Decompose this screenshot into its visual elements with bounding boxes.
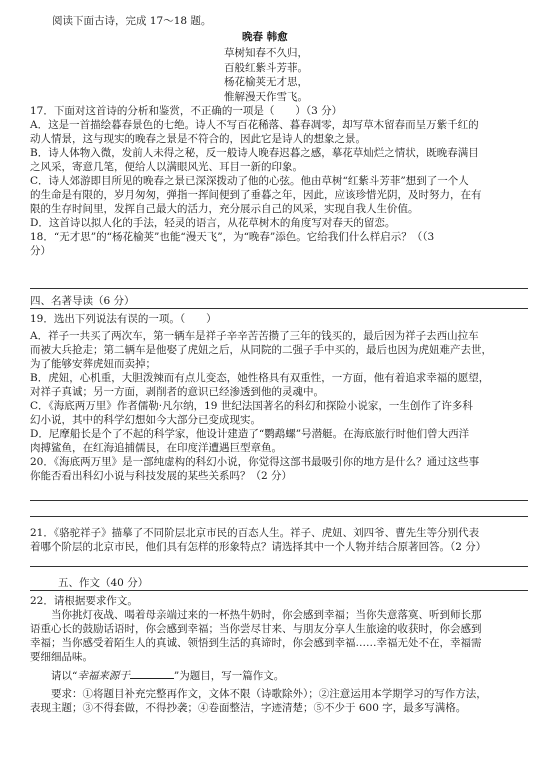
question-17	[30, 104, 528, 258]
text-line: 要细细品味。	[30, 651, 93, 663]
poem	[224, 30, 308, 104]
section-5	[30, 576, 528, 590]
text-line: 动人情景，这与现实的晚春之景是不符合的，因此它是诗人的想象之景。	[30, 133, 366, 145]
q22-requirements	[30, 687, 528, 715]
q17-option-d	[30, 216, 528, 230]
text-line: 幸福；当你感受着陌生人的真诚、领悟到生活的真谛时，你会感到幸福……幸福无处不在，幸福需	[30, 637, 482, 649]
q22-body	[30, 608, 528, 664]
text-line: D．尼摩船长是个了不起的科学家，他设计建造了“鹦鹉螺”号潜艇。在海底旅行时他们曾大西洋	[30, 428, 470, 440]
q22-prompt	[30, 668, 528, 683]
text-line: 幻小说，其中的科学幻想如今大部分已变成现实。	[30, 414, 261, 426]
reading-instruction: 阅读下面古诗，完成 17～18 题。	[52, 15, 212, 27]
text-line: B．虎妞，心机重，大胆泼辣而有点儿变态，她性格具有双重性，一方面，他有着追求幸福的愿望，	[30, 372, 490, 384]
text-line: A．祥子一共买了两次车，第一辆车是祥子辛辛苦苦攒了三年的钱买的，最后因为祥子去西山拉车	[30, 330, 479, 342]
poem-line: 惟解漫天作雪飞。	[224, 90, 308, 103]
essay-title: 幸福来源于	[77, 670, 130, 682]
q17-option-a	[30, 118, 528, 146]
answer-line[interactable]	[30, 566, 528, 567]
text-line: 20．《海底两万里》是一部纯虚构的科幻小说，你觉得这部书最吸引你的地方是什么？通过这些事	[30, 456, 480, 468]
text-line: A．这是一首描绘暮春景色的七绝。诗人不写百花稀落、暮春凋零，却写草木留春而呈万紫千红的	[30, 119, 479, 131]
text-line: 为了能够安葬虎妞而卖掉；	[30, 358, 156, 370]
text-line: 肉搏鲨鱼，在红海追捕儒艮，在印度洋遭遇巨型章鱼。	[30, 442, 282, 454]
text-line: 限的生存时间里，发挥自己最大的活力，充分展示自己的风采，实现自我人生价值。	[30, 203, 419, 215]
text-line: 分）	[30, 245, 51, 257]
section-4	[30, 294, 528, 308]
question-22	[30, 594, 528, 715]
prompt-text: ”为题目，写一篇作文。	[173, 670, 285, 682]
text-line: 对祥子真诚；另一方面，剥削者的意识已经渗透到他的灵魂中。	[30, 386, 324, 398]
q19-option-c	[30, 399, 528, 427]
question-19	[30, 312, 528, 483]
prompt-text: 请以“	[51, 670, 78, 682]
text-line: 18．“无才思”的“杨花榆荚”也能“漫天飞”，为“晚春”添色。它给我们什么样启示？（（3	[30, 231, 435, 243]
text-line: 要求：①将题目补充完整再作文，文体不限（诗歌除外）；②注意运用本学期学习的写作方法，	[51, 688, 487, 700]
text-line: B．诗人体物入微，发前人未得之秘，反一般诗人晚春迟暮之感，摹花草灿烂之情状，既晚春满目	[30, 147, 479, 159]
text-line: 之风采，寄意几笔，便给人以满眼风光、耳目一新的印象。	[30, 161, 303, 173]
q19-option-d	[30, 427, 528, 455]
section-5-heading: 五、作文（40 分）	[58, 577, 149, 589]
q19-option-a	[30, 329, 528, 371]
question-21	[30, 526, 528, 554]
poem-title: 晚春 韩愈	[242, 31, 288, 43]
text-line: C．《海底两万里》作者儒勒·凡尔纳，19 世纪法国著名的科幻和探险小说家，一生创作了许多科	[30, 400, 473, 412]
answer-line[interactable]	[30, 500, 528, 501]
q22-stem: 22．请根据要求作文。	[30, 595, 138, 607]
text-line: 当你挑灯夜战、喝着母亲端过来的一杯热牛奶时，你会感到幸福；当你失意落寞、听到师长那	[51, 609, 482, 621]
question-20	[30, 455, 528, 483]
q17-option-b	[30, 146, 528, 174]
text-line: 表现主题；③不得套做，不得抄袭；④卷面整洁，字迹清楚；⑤不少于 600 字，最多写满格。	[30, 702, 467, 714]
section-4-heading: 四、名著导读（6 分）	[30, 295, 135, 307]
text-line: D．这首诗以拟人化的手法，轻灵的语言，从花草树木的角度写对春天的留恋。	[30, 217, 396, 229]
q19-stem: 19．选出下列说法有误的一项。（ ）	[30, 313, 217, 325]
poem-line: 杨花榆荚无才思，	[224, 76, 308, 88]
section-divider	[30, 590, 528, 591]
text-line: 的生命是有限的，岁月匆匆，弹指一挥间便到了垂暮之年，因此，应该珍惜光阴，及时努力，在有	[30, 189, 482, 201]
answer-line[interactable]	[30, 516, 528, 517]
text-line: 着哪个阶层的北京市民，他们具有怎样的形象特点？请选择其中一个人物并结合原著回答。（2 分）	[30, 541, 487, 553]
text-line: C．诗人郊游即目所见的晚春之景已深深拨动了他的心弦。他由草树“红紫斗芳菲”想到了一个人	[30, 175, 469, 187]
section-divider	[30, 308, 528, 309]
text-line: 你能否看出科幻小说与科技发展的某些关系吗？（2 分）	[30, 470, 293, 482]
poem-line: 百般红紫斗芳菲。	[224, 61, 308, 74]
poem-line: 草树知春不久归，	[224, 47, 308, 59]
q17-stem: 17．下面对这首诗的分析和鉴赏，不正确的一项是（ ）（3 分）	[30, 105, 343, 117]
answer-line[interactable]	[30, 288, 528, 289]
q17-option-c	[30, 174, 528, 216]
question-18	[30, 230, 528, 258]
text-line: 而被大兵抢走；第二辆车是他娶了虎妞之后，从同院的二强子手中买的，最后也因为虎妞难产去世，	[30, 344, 492, 356]
text-line: 21．《骆驼祥子》描摹了不同阶层北京市民的百态人生。祥子、虎妞、刘四爷、曹先生等分别代表	[30, 527, 480, 539]
text-line: 语重心长的鼓励话语时，你会感到幸福；当你尝尽甘来、与朋友分享人生旅途的收获时，你会感到	[30, 623, 482, 635]
q19-option-b	[30, 371, 528, 399]
title-blank[interactable]	[130, 668, 174, 679]
